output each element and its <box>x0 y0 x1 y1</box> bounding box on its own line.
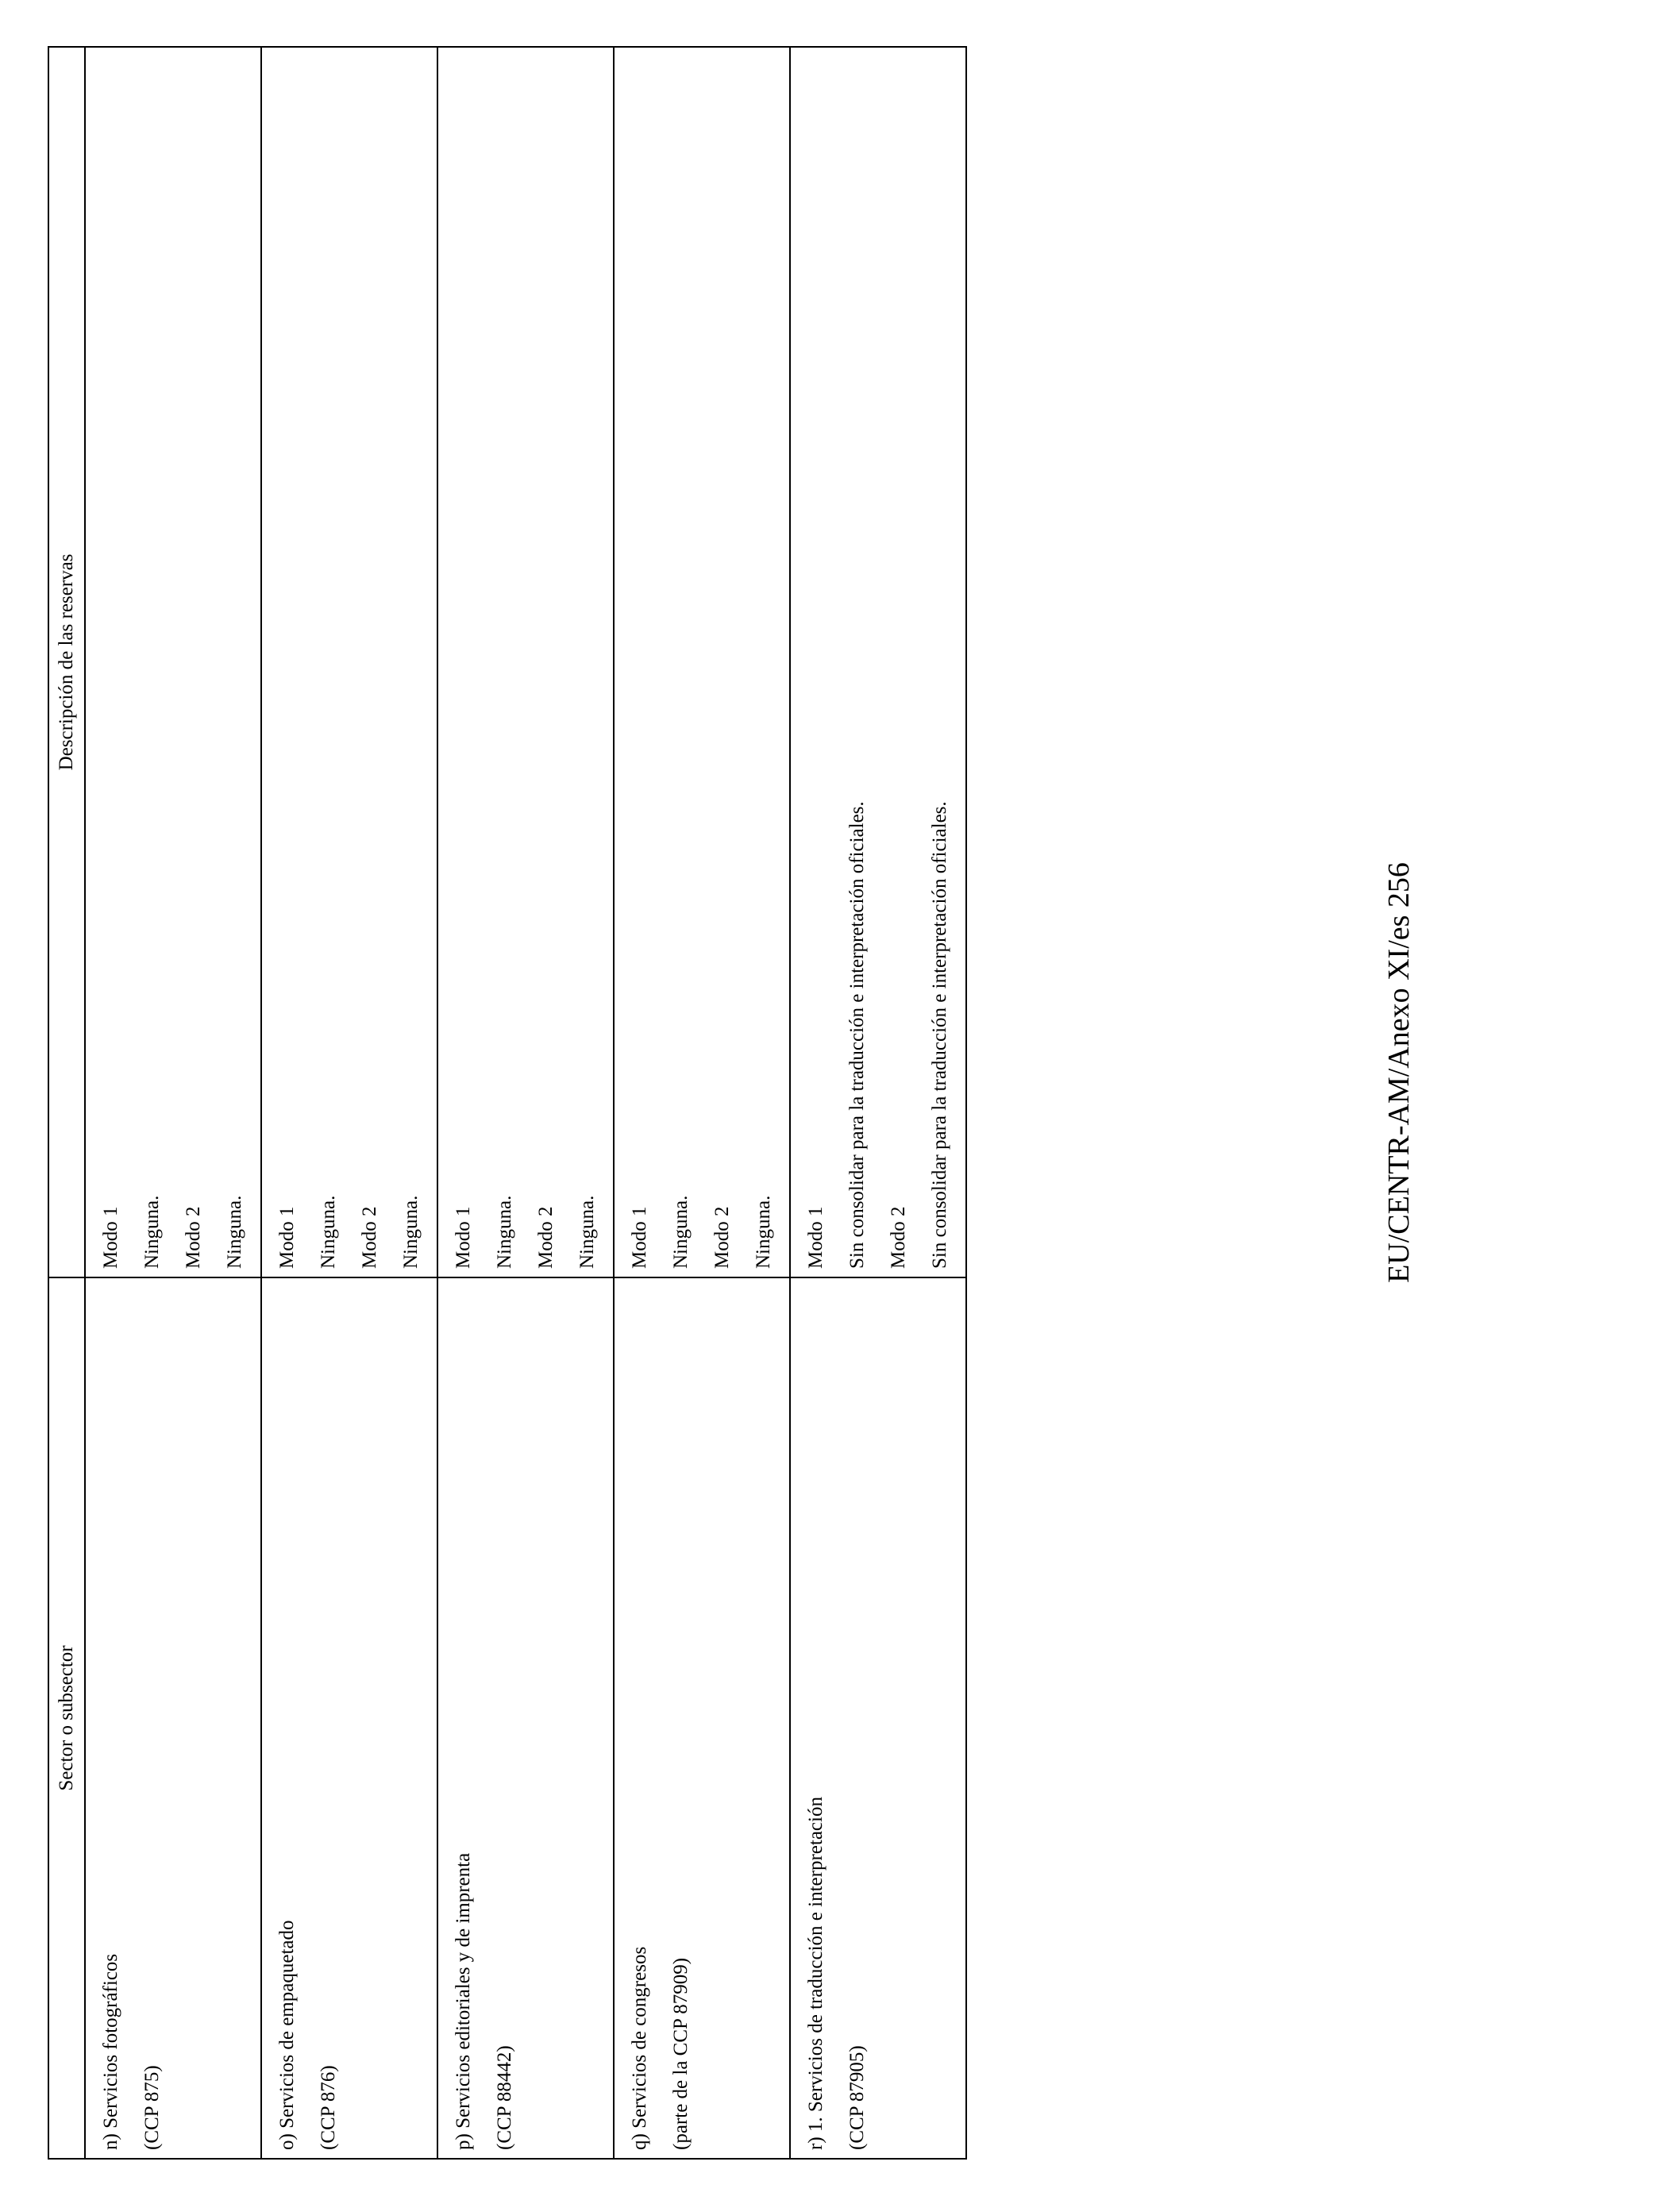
description-cell <box>437 47 614 1277</box>
sector-cell <box>790 1277 966 2159</box>
reservation-text: Sin consolidar para la traducción e interpretación oficiales. <box>929 801 950 1269</box>
reservation-text: Ninguna. <box>670 1195 692 1269</box>
mode-label: Modo 1 <box>629 1206 650 1269</box>
reservation-text: Ninguna. <box>576 1195 598 1269</box>
table-row <box>437 47 614 2159</box>
description-cell <box>614 47 790 1277</box>
mode-label: Modo 2 <box>888 1206 909 1269</box>
table-row <box>261 47 437 2159</box>
sector-code: (CCP 87905) <box>846 2045 868 2150</box>
sector-code: (CCP 876) <box>318 2065 339 2150</box>
sector-name: r) 1. Servicios de traducción e interpretación <box>805 1797 827 2150</box>
reservations-table <box>48 46 967 2160</box>
reservation-text: Ninguna. <box>224 1195 245 1269</box>
sector-name: n) Servicios fotográficos <box>100 1953 121 2150</box>
sector-name: q) Servicios de congresos <box>629 1946 650 2150</box>
mode-label: Modo 1 <box>276 1206 298 1269</box>
sector-code: (CCP 88442) <box>494 2045 515 2150</box>
mode-label: Modo 1 <box>453 1206 474 1269</box>
header-sector: Sector o subsector <box>48 1277 85 2159</box>
reservation-text: Sin consolidar para la traducción e interpretación oficiales. <box>846 801 868 1269</box>
reservation-text: Ninguna. <box>753 1195 774 1269</box>
reservation-text: Ninguna. <box>141 1195 163 1269</box>
description-cell <box>790 47 966 1277</box>
reservation-text: Ninguna. <box>494 1195 515 1269</box>
reservation-text: Ninguna. <box>400 1195 422 1269</box>
table-row <box>790 47 966 2159</box>
sector-code: (CCP 875) <box>141 2065 163 2150</box>
mode-label: Modo 1 <box>100 1206 121 1269</box>
mode-label: Modo 2 <box>359 1206 380 1269</box>
mode-label: Modo 1 <box>805 1206 827 1269</box>
description-cell <box>85 47 261 1277</box>
sector-name: o) Servicios de empaquetado <box>276 1920 298 2150</box>
header-description: Descripción de las reservas <box>48 47 85 1277</box>
mode-label: Modo 2 <box>183 1206 204 1269</box>
table-row <box>614 47 790 2159</box>
mode-label: Modo 2 <box>535 1206 557 1269</box>
table-header-row <box>48 47 85 2159</box>
sector-cell <box>85 1277 261 2159</box>
sector-code: (parte de la CCP 87909) <box>670 1957 692 2150</box>
sector-name: p) Servicios editoriales y de imprenta <box>453 1852 474 2150</box>
sector-cell <box>437 1277 614 2159</box>
document-code: EU/CENTR-AM/Anexo XI/es 256 <box>1382 862 1416 1283</box>
sector-cell <box>261 1277 437 2159</box>
description-cell <box>261 47 437 1277</box>
table-row <box>85 47 261 2159</box>
sector-cell <box>614 1277 790 2159</box>
mode-label: Modo 2 <box>711 1206 733 1269</box>
reservation-text: Ninguna. <box>318 1195 339 1269</box>
